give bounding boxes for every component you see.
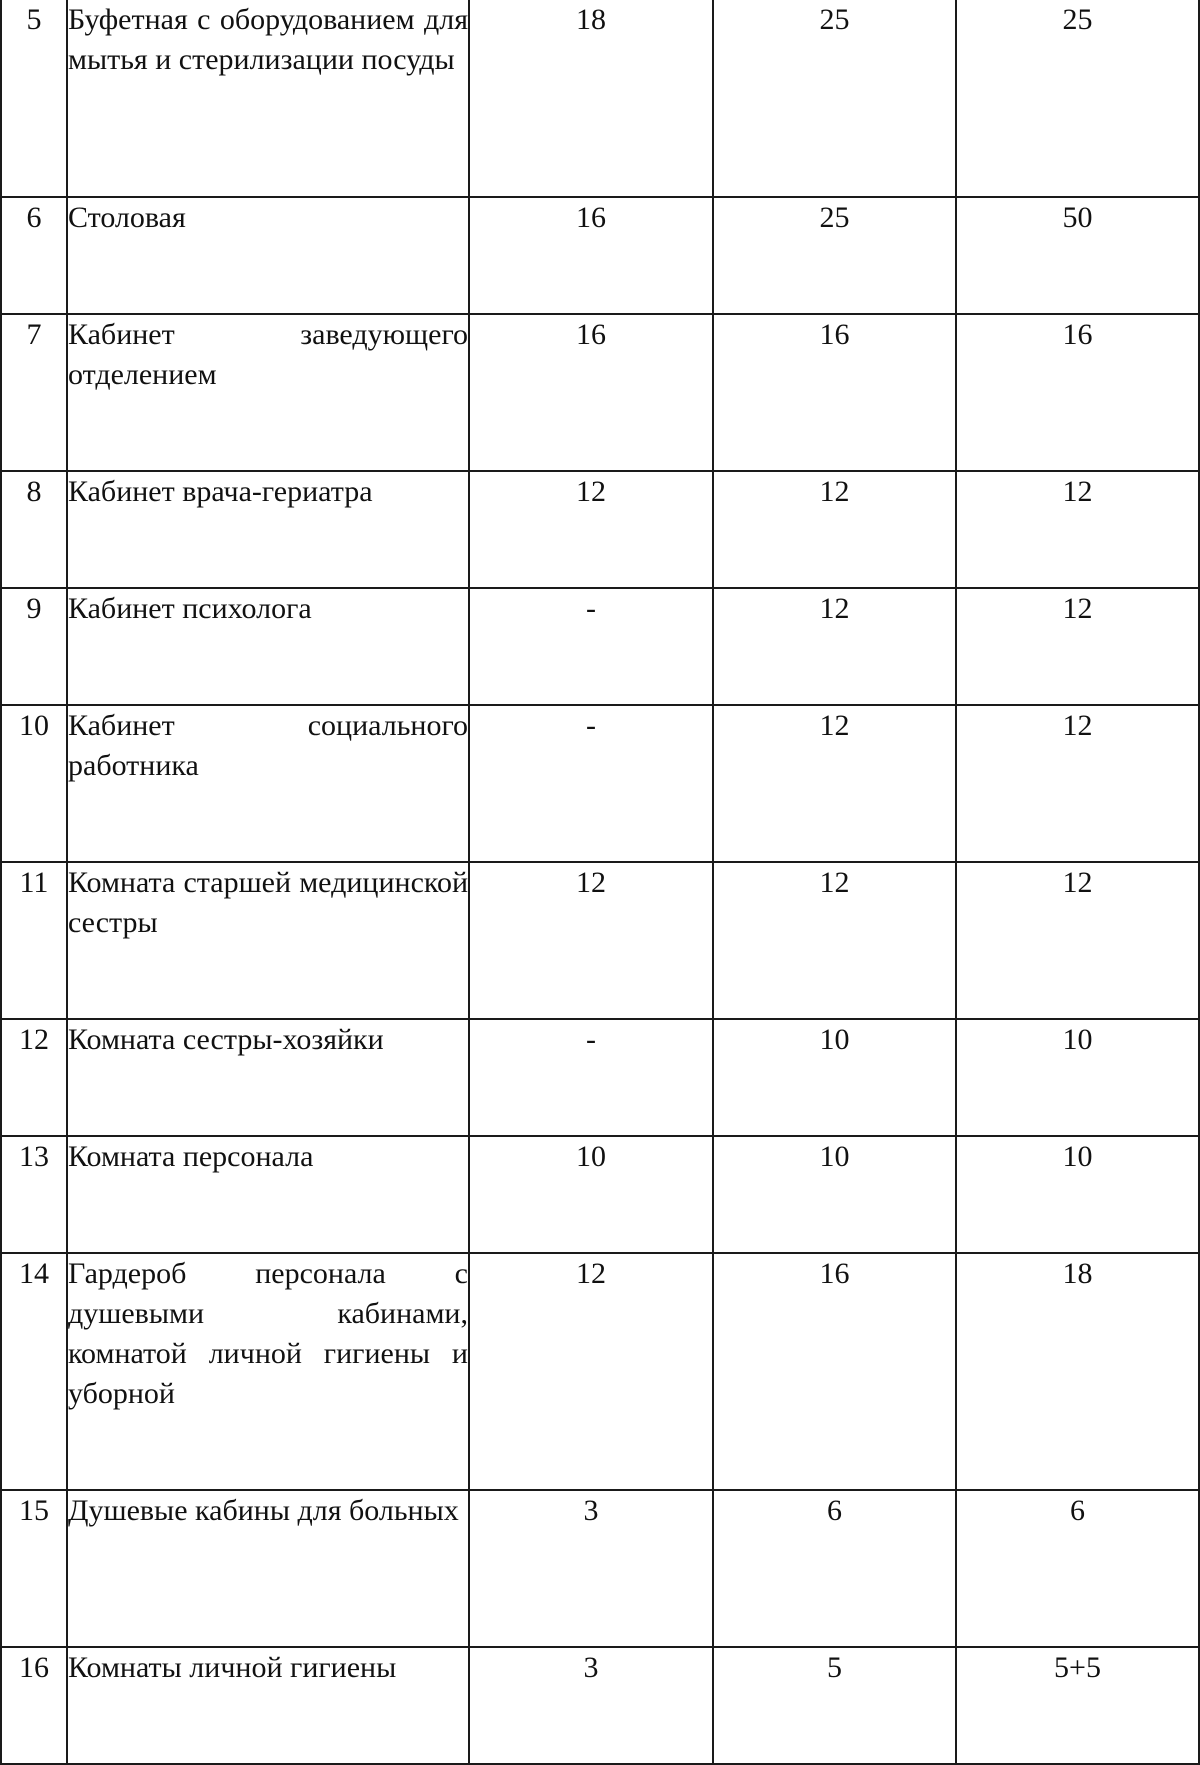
area-value-3: 18	[956, 1253, 1199, 1490]
room-name: Комната старшей медицинской сестры	[67, 862, 469, 1019]
table-row	[1, 1136, 1199, 1253]
area-value-1: -	[469, 705, 713, 862]
area-value-1: 3	[469, 1647, 713, 1764]
table-row	[1, 1253, 1199, 1490]
row-number: 10	[1, 705, 67, 862]
area-value-1: 16	[469, 197, 713, 314]
room-name: Комната персонала	[67, 1136, 469, 1253]
area-value-2: 16	[713, 1253, 956, 1490]
row-number: 12	[1, 1019, 67, 1136]
room-name: Кабинет социального работника	[67, 705, 469, 862]
room-name: Душевые кабины для больных	[67, 1490, 469, 1647]
area-value-1: 12	[469, 862, 713, 1019]
table-row	[1, 471, 1199, 588]
area-value-3: 5+5	[956, 1647, 1199, 1764]
area-value-1: 12	[469, 1253, 713, 1490]
area-value-3: 12	[956, 862, 1199, 1019]
area-value-2: 12	[713, 471, 956, 588]
area-value-2: 25	[713, 197, 956, 314]
area-value-2: 5	[713, 1647, 956, 1764]
area-value-3: 10	[956, 1019, 1199, 1136]
row-number: 11	[1, 862, 67, 1019]
table-row	[1, 588, 1199, 705]
area-value-2: 6	[713, 1490, 956, 1647]
area-value-3: 12	[956, 705, 1199, 862]
table-row	[1, 1019, 1199, 1136]
area-value-3: 25	[956, 0, 1199, 197]
room-name: Комната сестры-хозяйки	[67, 1019, 469, 1136]
area-value-2: 12	[713, 705, 956, 862]
area-value-1: 10	[469, 1136, 713, 1253]
table-row	[1, 1490, 1199, 1647]
area-value-2: 10	[713, 1019, 956, 1136]
row-number: 5	[1, 0, 67, 197]
area-value-1: 12	[469, 471, 713, 588]
area-value-2: 12	[713, 588, 956, 705]
area-value-3: 12	[956, 471, 1199, 588]
area-value-2: 16	[713, 314, 956, 471]
area-value-3: 10	[956, 1136, 1199, 1253]
area-value-3: 16	[956, 314, 1199, 471]
table-row	[1, 705, 1199, 862]
row-number: 15	[1, 1490, 67, 1647]
area-value-3: 6	[956, 1490, 1199, 1647]
area-value-1: 18	[469, 0, 713, 197]
row-number: 8	[1, 471, 67, 588]
room-name: Буфетная с оборудованием для мытья и стерилизации посуды	[67, 0, 469, 197]
table-row	[1, 314, 1199, 471]
row-number: 14	[1, 1253, 67, 1490]
row-number: 13	[1, 1136, 67, 1253]
area-value-2: 25	[713, 0, 956, 197]
row-number: 6	[1, 197, 67, 314]
area-value-1: -	[469, 588, 713, 705]
area-value-1: 3	[469, 1490, 713, 1647]
area-value-1: 16	[469, 314, 713, 471]
row-number: 7	[1, 314, 67, 471]
area-value-3: 12	[956, 588, 1199, 705]
area-value-3: 50	[956, 197, 1199, 314]
room-name: Гардероб персонала с душевыми кабинами, комнатой личной гигиены и уборной	[67, 1253, 469, 1490]
room-name: Кабинет психолога	[67, 588, 469, 705]
area-value-2: 12	[713, 862, 956, 1019]
table-row	[1, 197, 1199, 314]
area-value-2: 10	[713, 1136, 956, 1253]
room-name: Столовая	[67, 197, 469, 314]
room-name: Кабинет врача-гериатра	[67, 471, 469, 588]
row-number: 9	[1, 588, 67, 705]
area-value-1: -	[469, 1019, 713, 1136]
table-row	[1, 0, 1199, 197]
row-number: 16	[1, 1647, 67, 1764]
table-row	[1, 862, 1199, 1019]
room-name: Кабинет заведующего отделением	[67, 314, 469, 471]
table-row	[1, 1647, 1199, 1764]
room-name: Комнаты личной гигиены	[67, 1647, 469, 1764]
